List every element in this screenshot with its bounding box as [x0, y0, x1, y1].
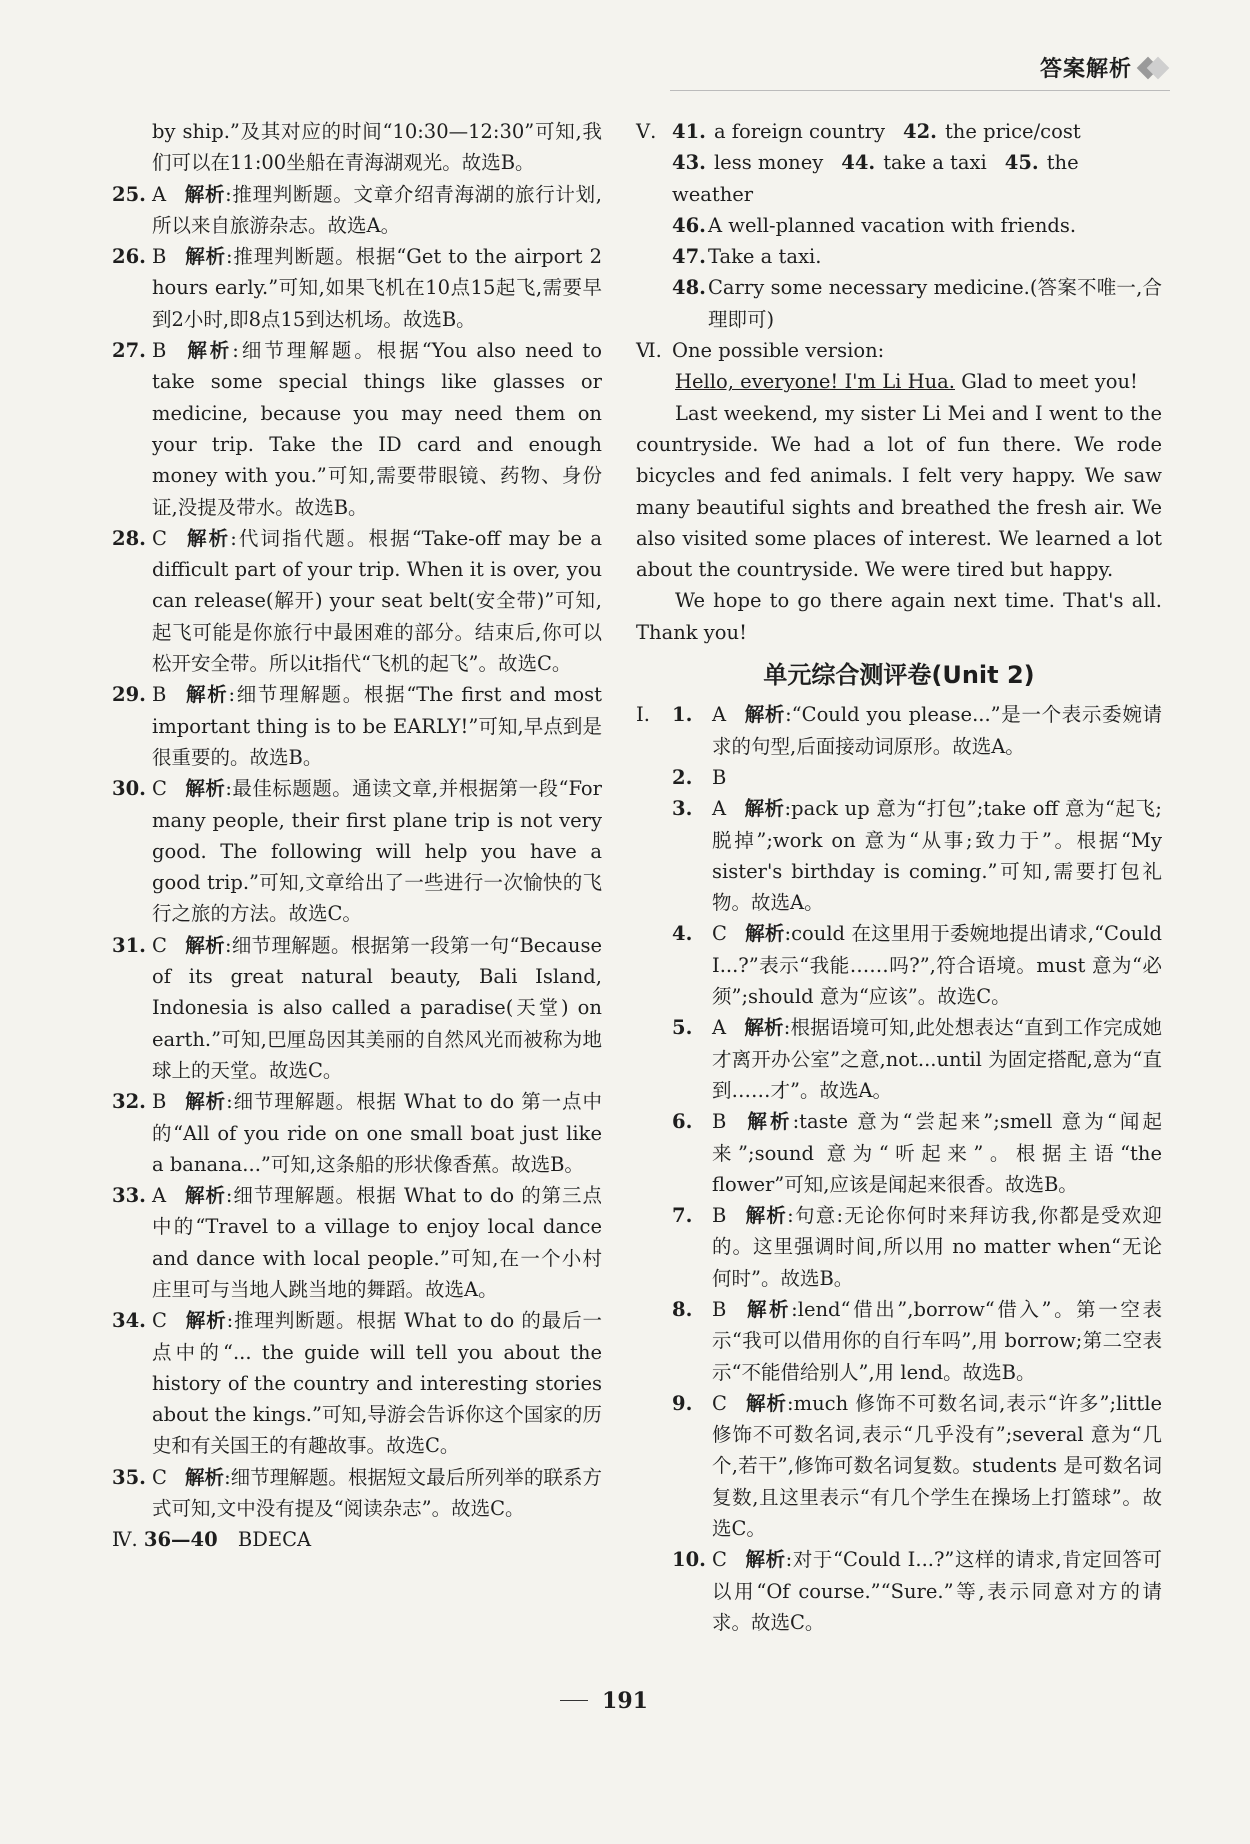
item-explanation: :根据语境可知,此处想表达“直到工作完成她才离开办公室”之意,not...until 为固定搭配,意为“直到……才”。故选A。 — [712, 1016, 1162, 1102]
answer-item — [112, 1462, 602, 1525]
greeting-rest: Glad to meet you! — [955, 370, 1138, 394]
item-answer: Take a taxi. — [708, 245, 822, 269]
item-number: 35. — [112, 1465, 146, 1489]
unit-title: 单元综合测评卷(Unit 2) — [763, 661, 1035, 690]
answer-item — [672, 762, 1162, 793]
item-answer: B — [712, 1110, 727, 1134]
answer-item — [112, 335, 602, 523]
item-number: 5. — [672, 1016, 693, 1040]
item-answer: A — [712, 703, 727, 727]
item-number: 27. — [112, 339, 146, 363]
item-number: 28. — [112, 526, 146, 550]
answer-item — [672, 1200, 1162, 1294]
section-1-roman: Ⅰ. — [636, 703, 650, 727]
item-label: 解析 — [744, 1204, 788, 1228]
item-number: 31. — [112, 933, 146, 957]
item-number: 41. — [672, 120, 706, 143]
item-explanation: :pack up 意为“打包”;take off 意为“起飞;脱掉”;work on 意为“从事;致力于”。根据“My sister's birthday is coming.”可知,需要打包礼物。故选A。 — [712, 797, 1162, 915]
item-number: 2. — [672, 765, 693, 789]
item-explanation: :推理判断题。根据“Get to the airport 2 hours early.”可知,如果飞机在10点15起飞,需要早到2小时,即8点15到达机场。故选B。 — [152, 245, 602, 331]
section-6 — [636, 335, 1162, 366]
answer-item — [112, 679, 602, 773]
answer-item — [672, 793, 1162, 918]
section-5-roman: Ⅴ. — [636, 120, 657, 143]
item-explanation: :“Could you please...”是一个表示委婉请求的句型,后面接动词原形。故选A。 — [712, 703, 1162, 758]
item-number: 47. — [672, 245, 706, 269]
intro-text: by ship.”及其对应的时间“10:30—12:30”可知,我们可以在11:00坐船在青海湖观光。故选B。 — [152, 120, 602, 175]
item-answer: B — [152, 683, 167, 707]
section-4 — [112, 1524, 602, 1555]
answer-item — [672, 918, 1162, 1012]
section-4-roman: Ⅳ. — [112, 1528, 138, 1552]
item-number: 43. — [672, 151, 706, 175]
item-number: 48. — [672, 276, 706, 300]
item-label: 解析 — [184, 1184, 226, 1208]
item-answer: C — [152, 777, 167, 801]
answer-item — [112, 523, 602, 679]
item-answer: B — [712, 765, 727, 789]
item-number: 34. — [112, 1309, 146, 1333]
item-label: 解析 — [744, 797, 785, 821]
answer-item — [672, 699, 1162, 762]
answer-line — [672, 147, 1162, 210]
answer-list-left — [112, 179, 602, 1525]
item-label: 解析 — [184, 1090, 227, 1114]
item-explanation: :句意:无论你何时来拜访我,你都是受欢迎的。这里强调时间,所以用 no matter when“无论何时”。故选B。 — [712, 1204, 1162, 1290]
item-label: 解析 — [744, 1391, 788, 1415]
item-number: 25. — [112, 182, 146, 206]
item-explanation: :推理判断题。文章介绍青海湖的旅行计划,所以来自旅游杂志。故选A。 — [152, 182, 602, 237]
essay-greeting — [636, 366, 1162, 397]
item-answer: the weather — [672, 151, 1079, 206]
section-6-roman: Ⅵ. — [636, 339, 662, 363]
item-number: 29. — [112, 683, 146, 707]
item-number: 8. — [672, 1297, 693, 1321]
section-5-lines — [672, 116, 1162, 210]
item-explanation: :could 在这里用于委婉地提出请求,“Could I...?”表示“我能……吗?”,符合语境。must 意为“必须”;should 意为“应该”。故选C。 — [712, 922, 1162, 1009]
section-6-label: One possible version: — [672, 339, 885, 363]
answer-item — [112, 773, 602, 929]
item-answer: A well-planned vacation with friends. — [708, 213, 1077, 237]
item-answer: A — [152, 1184, 167, 1208]
item-number: 4. — [672, 922, 693, 946]
item-answer: B — [152, 1090, 167, 1114]
diamond-icon — [1140, 57, 1170, 79]
item-label: 解析 — [184, 182, 226, 206]
item-number: 26. — [112, 245, 146, 269]
section-4-range: 36—40 — [143, 1528, 218, 1552]
answer-item — [672, 272, 1162, 335]
answer-item — [672, 1012, 1162, 1106]
item-label: 解析 — [184, 683, 229, 707]
item-answer: C — [152, 933, 167, 957]
item-answer: A — [712, 797, 727, 821]
item-answer: C — [152, 1465, 167, 1489]
item-answer: a foreign country — [713, 120, 886, 143]
item-label: 解析 — [184, 1465, 225, 1489]
item-explanation: :much 修饰不可数名词,表示“许多”;little 修饰不可数名词,表示“几乎没有”;several 意为“几个,若干”,修饰可数名词复数。students 是可数名词复数,且这里表示“有几个学生在操场上打篮球”。故选C。 — [712, 1391, 1162, 1541]
header-title: 答案解析 — [1039, 57, 1132, 82]
section-4-answers: BDECA — [237, 1528, 312, 1552]
section-5 — [636, 116, 1162, 335]
item-label: 解析 — [744, 1110, 793, 1134]
item-number: 9. — [672, 1391, 693, 1415]
answer-item — [112, 930, 602, 1086]
greeting-underlined: Hello, everyone! I'm Li Hua. — [675, 370, 955, 394]
item-label: 解析 — [744, 1297, 792, 1321]
item-explanation: :细节理解题。根据 What to do 第一点中的“All of you ride on one small boat just like a banana...”可知,这条船的形状像香蕉。故选B。 — [152, 1090, 602, 1176]
item-label: 解析 — [184, 933, 225, 957]
item-answer: Carry some necessary medicine.(答案不唯一,合理即可) — [708, 276, 1162, 331]
section-1 — [636, 699, 1162, 1638]
item-number: 1. — [672, 703, 693, 727]
item-label: 解析 — [184, 245, 226, 269]
item-number: 44. — [841, 151, 876, 175]
answer-line — [672, 116, 1162, 147]
item-number: 7. — [672, 1204, 693, 1228]
answer-item — [672, 1388, 1162, 1544]
item-answer: C — [712, 1391, 727, 1415]
item-explanation: :最佳标题题。通读文章,并根据第一段“For many people, their first plane trip is not very good. The following will help you have a good trip.”可知,文章给出了一些进行一次愉快的飞行之旅的方法。故选C。 — [152, 777, 602, 926]
left-column — [112, 116, 602, 1556]
item-answer: C — [152, 526, 167, 550]
essay-paragraph: We hope to go there again next time. That's all. Thank you! — [636, 589, 1162, 644]
item-number: 30. — [112, 777, 146, 801]
item-label: 解析 — [184, 1309, 227, 1333]
page-header — [1040, 52, 1170, 83]
item-answer: B — [712, 1297, 727, 1321]
item-answer: B — [712, 1204, 727, 1228]
answer-item — [112, 179, 602, 242]
answer-item — [112, 1180, 602, 1305]
answer-item — [672, 1294, 1162, 1388]
item-number: 42. — [903, 120, 937, 143]
item-explanation: :细节理解题。根据 What to do 的第三点中的“Travel to a village to enjoy local dance and dance with local people.”可知,在一个小村庄里可与当地人跳当地的舞蹈。故选A。 — [152, 1184, 602, 1301]
item-number: 3. — [672, 797, 693, 821]
answer-item — [112, 1086, 602, 1180]
item-label: 解析 — [744, 922, 785, 946]
item-explanation: :代词指代题。根据“Take-off may be a difficult part of your trip. When it is over, you can release(解开) your seat belt(安全带)”可知,起飞可能是你旅行中最困难的部分。结束后,你可以松开安全带。所以it指代“飞机的起飞”。故选C。 — [152, 526, 602, 676]
answer-item — [672, 241, 1162, 272]
answer-item — [672, 210, 1162, 241]
item-answer: take a taxi — [883, 151, 987, 175]
section-1-items — [672, 699, 1162, 1638]
item-number: 6. — [672, 1110, 693, 1134]
item-explanation: :对于“Could I...?”这样的请求,肯定回答可以用“Of course.”“Sure.”等,表示同意对方的请求。故选C。 — [712, 1548, 1162, 1634]
item-label: 解析 — [184, 339, 233, 363]
section-5-items — [672, 210, 1162, 335]
answer-item — [672, 1106, 1162, 1200]
answer-item — [112, 1305, 602, 1461]
item-label: 解析 — [184, 777, 226, 801]
item-answer: A — [152, 182, 167, 206]
item-explanation: :细节理解题。根据短文最后所列举的联系方式可知,文中没有提及“阅读杂志”。故选C。 — [152, 1465, 602, 1521]
item-explanation: :细节理解题。根据“You also need to take some special things like glasses or medicine, because you may need them on your trip. Take the ID card and enough money with you.”可知,需要带眼镜、药物、身份证,没提及带水。故选B。 — [152, 339, 602, 519]
right-column — [636, 116, 1162, 1638]
item-number: 33. — [112, 1184, 146, 1208]
item-answer: C — [152, 1309, 167, 1333]
item-number: 46. — [672, 213, 706, 237]
answer-item — [672, 1544, 1162, 1638]
item-number: 10. — [672, 1548, 706, 1572]
item-answer: A — [712, 1016, 727, 1040]
item-explanation: :taste 意为“尝起来”;smell 意为“闻起来”;sound 意为“听起来”。根据主语“the flower”可知,应该是闻起来很香。故选B。 — [712, 1110, 1162, 1196]
item-number: 45. — [1004, 151, 1039, 175]
item-label: 解析 — [744, 1016, 784, 1040]
item-explanation: :细节理解题。根据“The first and most important thing is to be EARLY!”可知,早点到是很重要的。故选B。 — [152, 683, 602, 769]
item-number: 32. — [112, 1090, 146, 1114]
item-explanation: :推理判断题。根据 What to do 的最后一点中的“... the guide will tell you about the history of the country and interesting stories about the kings.”可知,导游会告诉你这个国家的历史和有关国王的有趣故事。故选C。 — [152, 1309, 602, 1458]
item-label: 解析 — [744, 703, 786, 727]
page-number: 191 — [602, 1688, 648, 1714]
item-label: 解析 — [744, 1548, 786, 1572]
item-label: 解析 — [184, 526, 231, 550]
header-divider — [670, 90, 1170, 91]
essay-body — [636, 398, 1162, 648]
item-answer: C — [712, 1548, 727, 1572]
item-answer: C — [712, 922, 727, 946]
item-answer: the price/cost — [944, 120, 1081, 143]
essay-paragraph: Last weekend, my sister Li Mei and I went to the countryside. We had a lot of fun there. We rode bicycles and fed animals. I felt very happy. We saw many beautiful sights and breathed the fresh air. We also visited some places of interest. We learned a lot about the countryside. We were tired but happy. — [636, 401, 1162, 582]
item-explanation: :lend“借出”,borrow“借入”。第一空表示“我可以借用你的自行车吗”,用 borrow;第二空表示“不能借给别人”,用 lend。故选B。 — [712, 1297, 1162, 1384]
item-answer: B — [152, 245, 167, 269]
item-explanation: :细节理解题。根据第一段第一句“Because of its great natural beauty, Bali Island, Indonesia is also called a paradise(天堂) on earth.”可知,巴厘岛因其美丽的自然风光而被称为地球上的天堂。故选C。 — [152, 933, 602, 1082]
answer-item — [112, 241, 602, 335]
item-answer: B — [152, 339, 167, 363]
item-answer: less money — [713, 151, 824, 175]
